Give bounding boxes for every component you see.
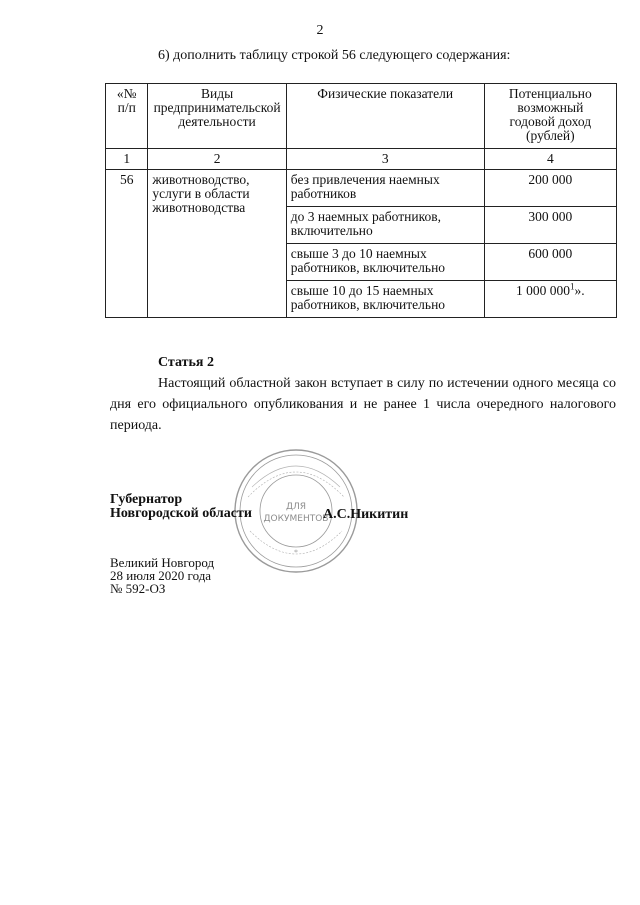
header-number-text: «№ п/п	[116, 86, 137, 115]
row-number: 56	[106, 170, 148, 318]
income-cell: 200 000	[484, 170, 616, 207]
intro-line: 6) дополнить таблицу строкой 56 следующего содержания:	[158, 48, 511, 63]
header-kind	[148, 84, 286, 149]
place-number: № 592-ОЗ	[110, 581, 166, 596]
table-index-row	[106, 149, 617, 170]
article-heading: Статья 2	[158, 355, 214, 370]
header-indicators	[286, 84, 484, 149]
index-cell-4: 4	[484, 149, 616, 170]
header-income-text: Потенциально возможный годовой доход (рублей)	[508, 86, 592, 143]
header-number	[106, 84, 148, 149]
article-text: Настоящий областной закон вступает в силу по истечении одного месяца со дня его официального опубликования и не ранее 1 числа очередного налогового периода.	[110, 376, 616, 433]
seal-center-text-2: ДОКУМЕНТОВ	[263, 514, 329, 524]
indicator-cell: до 3 наемных работников, включительно	[286, 207, 484, 244]
amendment-table	[105, 83, 617, 318]
place-date: 28 июля 2020 года	[110, 568, 212, 583]
indicator-cell: без привлечения наемных работников	[286, 170, 484, 207]
place-block	[110, 556, 214, 595]
place-city: Великий Новгород	[110, 555, 215, 570]
seal-center-text-1: ДЛЯ	[285, 502, 307, 512]
indicator-cell: свыше 10 до 15 наемных работников, включительно	[286, 281, 484, 318]
index-cell-3: 3	[286, 149, 484, 170]
indicator-cell: свыше 3 до 10 наемных работников, включительно	[286, 244, 484, 281]
row-kind: животноводство, услуги в области животноводства	[148, 170, 286, 318]
table-row	[106, 170, 617, 207]
index-cell-2: 2	[148, 149, 286, 170]
index-cell-1: 1	[106, 149, 148, 170]
seal-star-icon: *	[294, 548, 298, 557]
income-cell: 600 000	[484, 244, 616, 281]
income-cell	[484, 281, 616, 318]
signature-title-line-1: Губернатор	[110, 492, 183, 507]
header-kind-text: Виды предпринимательской деятельности	[153, 86, 281, 129]
income-cell: 300 000	[484, 207, 616, 244]
signature-title-line-2: Новгородской области	[110, 506, 252, 521]
income-value: 1 000 000	[516, 283, 571, 298]
header-income	[484, 84, 616, 149]
signature-title	[110, 493, 252, 521]
page-number: 2	[316, 23, 324, 38]
header-indicators-text: Физические показатели	[317, 86, 454, 101]
footnote-mark: 1	[570, 281, 575, 292]
quote-close: ».	[574, 283, 585, 298]
signature-name: А.С.Никитин	[323, 507, 409, 522]
table-header-row	[106, 84, 617, 149]
